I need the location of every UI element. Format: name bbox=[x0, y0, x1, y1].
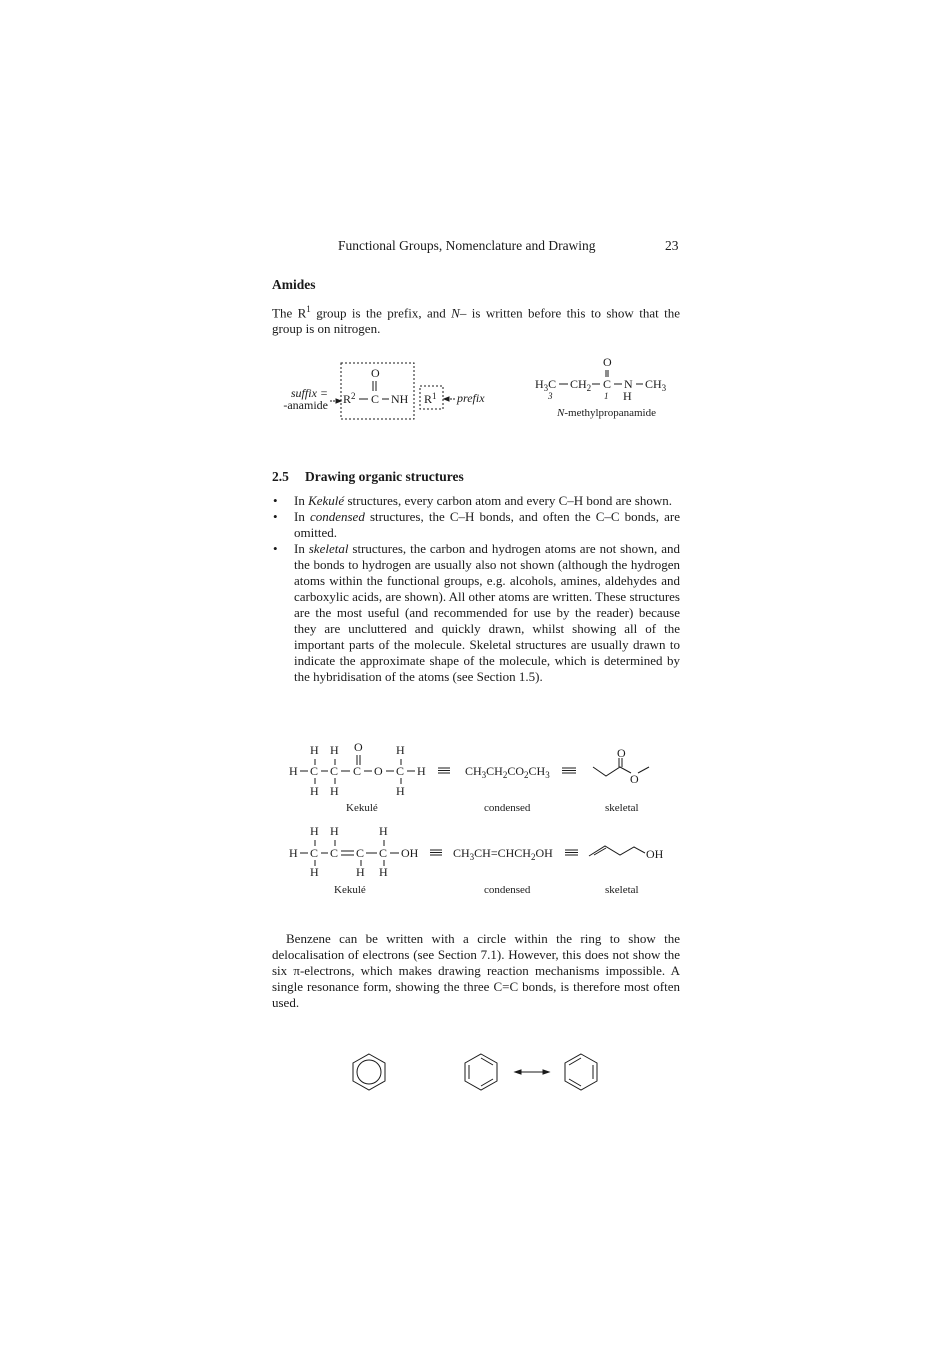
benzene-kekule-form-1 bbox=[465, 1054, 497, 1090]
bullet-skeletal: • In skeletal structures, the carbon and hydrogen atoms are not shown, and the bonds to hydrogen are usually also not shown (although the hydrogen atoms within the functional groups, e.g. alcohols, amines, aldehydes and carboxylic acids, are shown). All other atoms are written. These structures are the most useful (and recommended for use by the reader) because they are uncluttered and quickly drawn, whilst showing all of the important parts of the molecule. Skeletal structures are usually drawn to indicate the approximate shape of the molecule, which is determined by the hybridisation of the atoms (see Section 1.5). bbox=[272, 541, 680, 685]
amide-carbon: C bbox=[371, 392, 380, 406]
page-number: 23 bbox=[665, 238, 679, 253]
svg-text:H: H bbox=[289, 764, 298, 778]
ester-equiv-2 bbox=[562, 768, 576, 773]
ester-kekule bbox=[289, 740, 426, 814]
caption-condensed-1: condensed bbox=[484, 802, 531, 814]
alcohol-skeletal bbox=[589, 846, 664, 861]
svg-text:O: O bbox=[630, 772, 639, 786]
svg-text:H3C: $H_3C$ bbox=[535, 377, 557, 393]
example-name: N-methylpropanamide bbox=[557, 407, 656, 419]
svg-text:H: H bbox=[356, 865, 365, 879]
caption-skeletal-1: skeletal bbox=[605, 802, 639, 814]
ester-skeletal bbox=[593, 746, 649, 786]
svg-text:1: 1 bbox=[604, 391, 609, 401]
resonance-arrow bbox=[515, 1070, 549, 1074]
svg-text:H: H bbox=[310, 743, 319, 757]
svg-text:C: C bbox=[330, 846, 339, 860]
svg-text:H: H bbox=[310, 824, 319, 838]
suffix-label: suffix = bbox=[290, 386, 328, 400]
svg-text:H: H bbox=[623, 389, 632, 403]
ester-equiv-1 bbox=[438, 768, 450, 773]
svg-text:H: H bbox=[330, 824, 339, 838]
bullet-kekule: • In Kekulé structures, every carbon atom and every C–H bond are shown. bbox=[272, 493, 680, 509]
svg-text:C: C bbox=[310, 764, 319, 778]
amide-nh: NH bbox=[391, 392, 409, 406]
svg-text:N: N bbox=[624, 377, 633, 391]
svg-text:O: O bbox=[603, 355, 612, 369]
caption-kekule-1: Kekulé bbox=[346, 802, 378, 814]
svg-text:O: O bbox=[374, 764, 383, 778]
svg-text:O: O bbox=[354, 740, 363, 754]
section-number: 2.5 bbox=[272, 469, 289, 484]
amide-r1: $R^1$ bbox=[424, 391, 437, 406]
caption-condensed-2: condensed bbox=[484, 884, 531, 896]
amide-naming-scheme bbox=[283, 363, 485, 419]
svg-text:H: H bbox=[396, 743, 405, 757]
ester-condensed: $CH_3CH_2CO_2CH_3$ bbox=[465, 764, 550, 780]
svg-text:H: H bbox=[310, 865, 319, 879]
alcohol-condensed: $CH_3CH=CHCH_2OH$ bbox=[453, 846, 553, 862]
benzene-circle-form bbox=[353, 1054, 385, 1090]
suffix-value: -anamide bbox=[283, 398, 328, 412]
caption-skeletal-2: skeletal bbox=[605, 884, 639, 896]
amide-r2: $R^2$ bbox=[343, 391, 356, 406]
prefix-arrow-head bbox=[444, 397, 449, 401]
alcohol-equiv-2 bbox=[565, 850, 578, 855]
section-title: Drawing organic structures bbox=[305, 469, 464, 484]
svg-text:H: H bbox=[379, 865, 388, 879]
benzene-paragraph: Benzene can be written with a circle within the ring to show the delocalisation of electrons (see Section 7.1). However, this does not show the six π-electrons, which makes drawing reaction mechanisms impossible. A single resonance form, showing the three C=C bonds, is therefore most often used. bbox=[272, 931, 680, 1010]
svg-text:H: H bbox=[396, 784, 405, 798]
benzene-kekule-form-2 bbox=[565, 1054, 597, 1090]
amide-oxygen: O bbox=[371, 366, 380, 380]
running-title: Functional Groups, Nomenclature and Drawing bbox=[338, 238, 596, 253]
amides-heading: Amides bbox=[272, 277, 316, 292]
svg-text:H: H bbox=[379, 824, 388, 838]
svg-text:C: C bbox=[330, 764, 339, 778]
svg-text:H: H bbox=[289, 846, 298, 860]
amides-paragraph: The $R^1$ group is the prefix, and N– is written before this to show that the group is on nitrogen. bbox=[272, 304, 680, 337]
suffix-arrow-head bbox=[336, 399, 341, 403]
svg-text:H: H bbox=[330, 784, 339, 798]
svg-text:CH3: $CH_3$ bbox=[645, 377, 667, 393]
alcohol-kekule bbox=[289, 824, 419, 896]
svg-text:CH2: $CH_2$ bbox=[570, 377, 592, 393]
svg-text:OH: OH bbox=[646, 847, 664, 861]
svg-text:C: C bbox=[353, 764, 362, 778]
n-methylpropanamide-structure bbox=[535, 355, 667, 419]
svg-text:C: C bbox=[379, 846, 388, 860]
prefix-label: prefix bbox=[457, 391, 485, 405]
svg-text:3: 3 bbox=[548, 391, 553, 401]
svg-text:C: C bbox=[396, 764, 405, 778]
alcohol-equiv-1 bbox=[430, 850, 442, 855]
svg-text:H: H bbox=[330, 743, 339, 757]
svg-text:C: C bbox=[310, 846, 319, 860]
svg-text:OH: OH bbox=[401, 846, 419, 860]
caption-kekule-2: Kekulé bbox=[334, 884, 366, 896]
svg-text:O: O bbox=[617, 746, 626, 760]
bullet-condensed: • In condensed structures, the C–H bonds, and often the C–C bonds, are omitted. bbox=[272, 509, 680, 541]
svg-text:H: H bbox=[310, 784, 319, 798]
svg-text:C: C bbox=[356, 846, 365, 860]
svg-text:H: H bbox=[417, 764, 426, 778]
svg-text:C: C bbox=[603, 377, 612, 391]
